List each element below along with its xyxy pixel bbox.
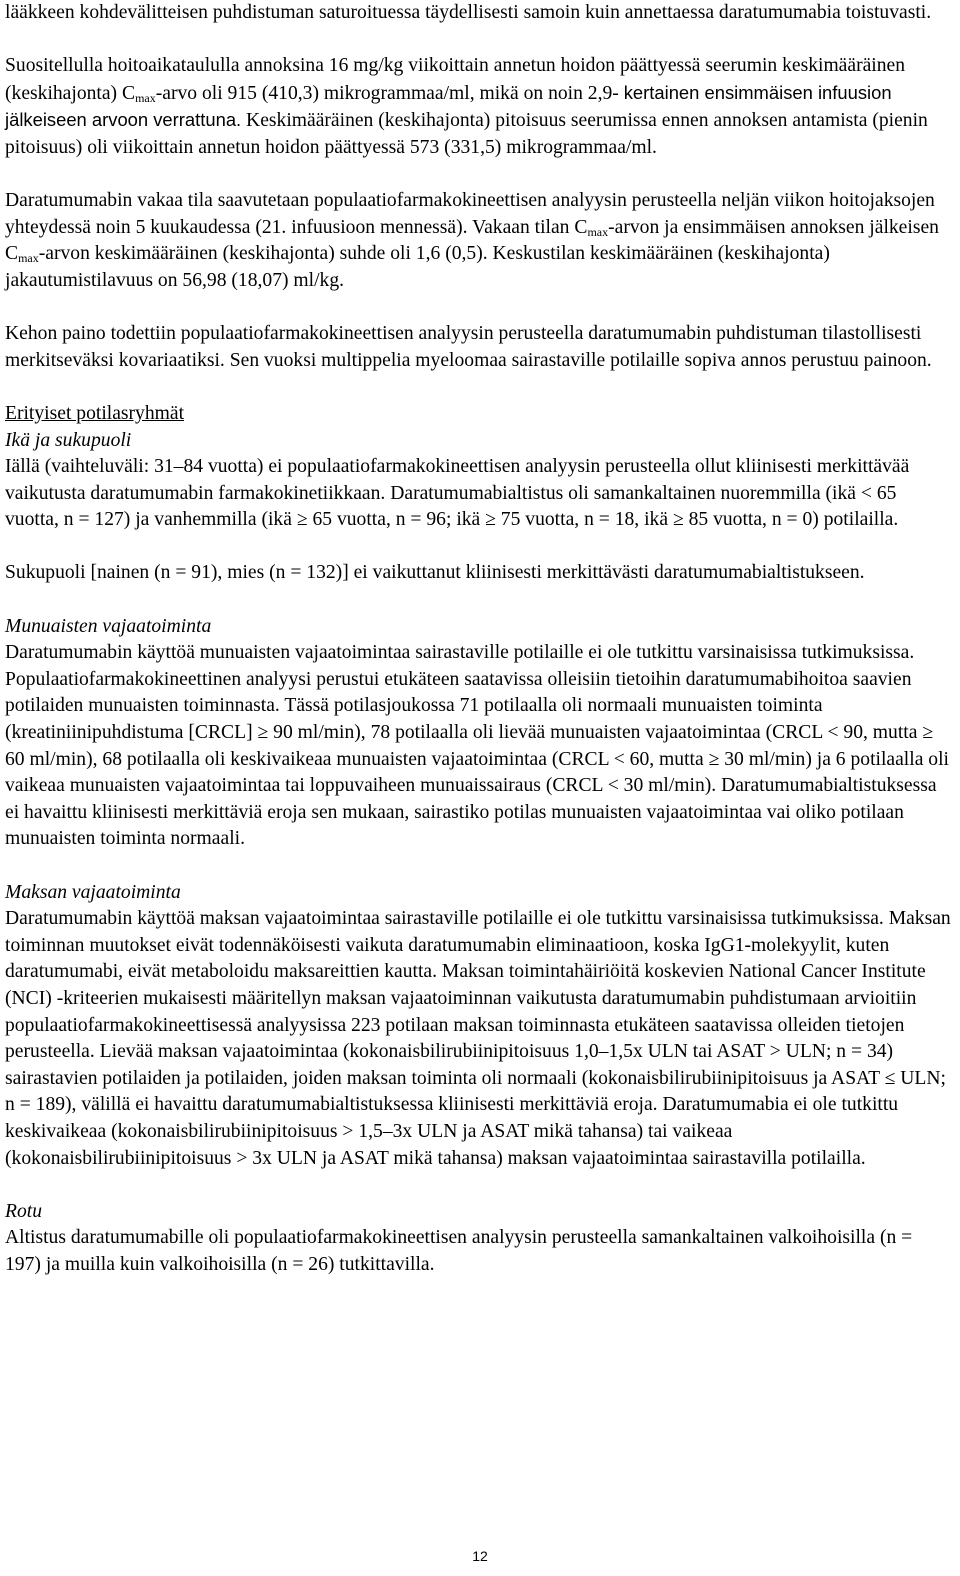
paragraph-hepatic: Daratumumabin käyttöä maksan vajaatoimintaa sairastaville potilaille ei ole tutkittu varsinaisissa tutkimuksissa. Maksan toiminnan muutokset eivät todennäköisesti vaikuta daratumumabin eliminaatioon, koska IgG1-molekyylit, kuten daratumumabi, eivät metaboloidu maksareittien kautta. Maksan toimintahäiriöitä koskevien National Cancer Institute (NCI) -kriteerien mukaisesti määritellyn maksan vajaatoiminnan vaikutusta daratumumabin puhdistumaan arvioitiin populaatiofarmakokineettisessä analyysissa 223 potilaan maksan toiminnasta etukäteen saatavissa olleiden tietojen perusteella. Lievää maksan vajaatoimintaa (kokonaisbilirubiinipitoisuus 1,0–1,5x ULN tai ASAT > ULN; n = 34) sairastavien potilaiden ja potilaiden, joiden maksan toiminta oli normaali (kokonaisbilirubiinipitoisuus ja ASAT ≤ ULN; n = 189), välillä ei havaittu daratumumabialtistuksessa kliinisesti merkittäviä eroja. Daratumumabia ei ole tutkittu keskivaikeaa (kokonaisbilirubiinipitoisuus > 1,5–3x ULN ja ASAT mikä tahansa) tai vaikeaa (kokonaisbilirubiinipitoisuus > 3x ULN ja ASAT mikä tahansa) maksan vajaatoimintaa sairastavilla potilailla. — [5, 908, 951, 1169]
steady-text-a: Daratumumabin vakaa tila saavutetaan populaatiofarmakokineettisen analyysin perusteella neljän viikon hoitojaksojen yhteydessä noin 5 kuukaudessa (21. infuusioon mennessä). Vakaan tilan C — [5, 190, 935, 238]
cmax-text-c: kertainen ensimmäisen infuusion jälkeiseen arvoon verrattuna. — [5, 81, 892, 131]
paragraph-age: Iällä (vaihteluväli: 31–84 vuotta) ei populaatiofarmakokineettisen analyysin perusteella ollut kliinisesti merkittävää vaikutusta daratumumabin farmakokinetiikkaan. Daratumumabialtistus oli samankaltainen nuoremmilla (ikä < 65 vuotta, n = 127) ja vanhemmilla (ikä ≥ 65 vuotta, n = 96; ikä ≥ 75 vuotta, n = 18, ikä ≥ 85 vuotta, n = 0) potilailla. — [5, 456, 910, 531]
heading-age-gender: Ikä ja sukupuoli — [5, 429, 132, 451]
steady-text-b: -arvon ja ensimmäisen annoksen jälkeisen C — [5, 216, 939, 265]
paragraph-renal: Daratumumabin käyttöä munuaisten vajaatoimintaa sairastaville potilaille ei ole tutkittu varsinaisissa tutkimuksissa. Populaatiofarmakokineettinen analyysi perustui etukäteen saatavissa olleisiin tietoihin daratumumabihoitoa saavien potilaiden munuaisten toiminnasta. Tässä potilasjoukossa 71 potilaalla oli normaali munuaisten toiminta (kreatiniinipuhdistuma [CRCL] ≥ 90 ml/min), 78 potilaalla oli lievää munuaisten vajaatoimintaa (CRCL < 90, mutta ≥ 60 ml/min), 68 potilaalla oli keskivaikeaa munuaisten vajaatoimintaa (CRCL < 60, mutta ≥ 30 ml/min) ja 6 potilaalla oli vaikeaa munuaisten vajaatoimintaa tai loppuvaiheen munuaissairaus (CRCL < 30 ml/min). Daratumumabialtistuksessa ei havaittu kliinisesti merkittäviä eroja sen mukaan, sairastiko potilas munuaisten vajaatoimintaa vai oliko potilaan munuaisten toiminta normaali. — [5, 642, 949, 850]
steady-sub-1: max — [587, 224, 609, 239]
heading-special-groups: Erityiset potilasryhmät — [5, 402, 185, 424]
paragraph-cmax — [5, 53, 953, 161]
cmax-text-b: -arvo oli 915 (410,3) mikrogrammaa/ml, mikä on noin 2,9- — [155, 82, 619, 104]
cmax-sub: max — [135, 90, 156, 105]
steady-sub-2: max — [18, 251, 39, 266]
document-page — [5, 0, 953, 1279]
paragraph-body-weight: Kehon paino todettiin populaatiofarmakokineettisen analyysin perusteella daratumumabin puhdistuman tilastollisesti merkitseväksi kovariaatiksi. Sen vuoksi multippelia myeloomaa sairastaville potilaille sopiva annos perustuu painoon. — [5, 323, 932, 371]
paragraph-saturation: lääkkeen kohdevälitteisen puhdistuman saturoituessa täydellisesti samoin kuin annettaessa daratumumabia toistuvasti. — [5, 2, 932, 23]
heading-hepatic: Maksan vajaatoiminta — [5, 881, 181, 903]
steady-text-c: -arvon keskimääräinen (keskihajonta) suhde oli 1,6 (0,5). Keskustilan keskimääräinen (keskihajonta) jakautumistilavuus on 56,98 (18,07) ml/kg. — [5, 243, 830, 291]
cmax-text-d: Keskimääräinen (keskihajonta) pitoisuus seerumissa ennen annoksen antamista (pienin pitoisuus) oli viikoittain annetun hoidon päättyessä 573 (331,5) mikrogrammaa/ml. — [5, 110, 928, 158]
page-number: 12 — [472, 1548, 488, 1564]
paragraph-gender: Sukupuoli [nainen (n = 91), mies (n = 132)] ei vaikuttanut kliinisesti merkittävästi daratumumabialtistukseen. — [5, 562, 865, 584]
heading-race: Rotu — [5, 1200, 43, 1222]
cmax-text-a: Suositellulla hoitoaikataululla annoksina 16 mg/kg viikoittain annetun hoidon päättyessä seerumin keskimääräinen (keskihajonta) C — [5, 55, 906, 104]
paragraph-race: Altistus daratumumabille oli populaatiofarmakokineettisen analyysin perusteella samankaltainen valkoihoisilla (n = 197) ja muilla kuin valkoihoisilla (n = 26) tutkittavilla. — [5, 1227, 913, 1275]
paragraph-steady-state — [5, 188, 953, 294]
heading-renal: Munuaisten vajaatoiminta — [5, 615, 212, 637]
